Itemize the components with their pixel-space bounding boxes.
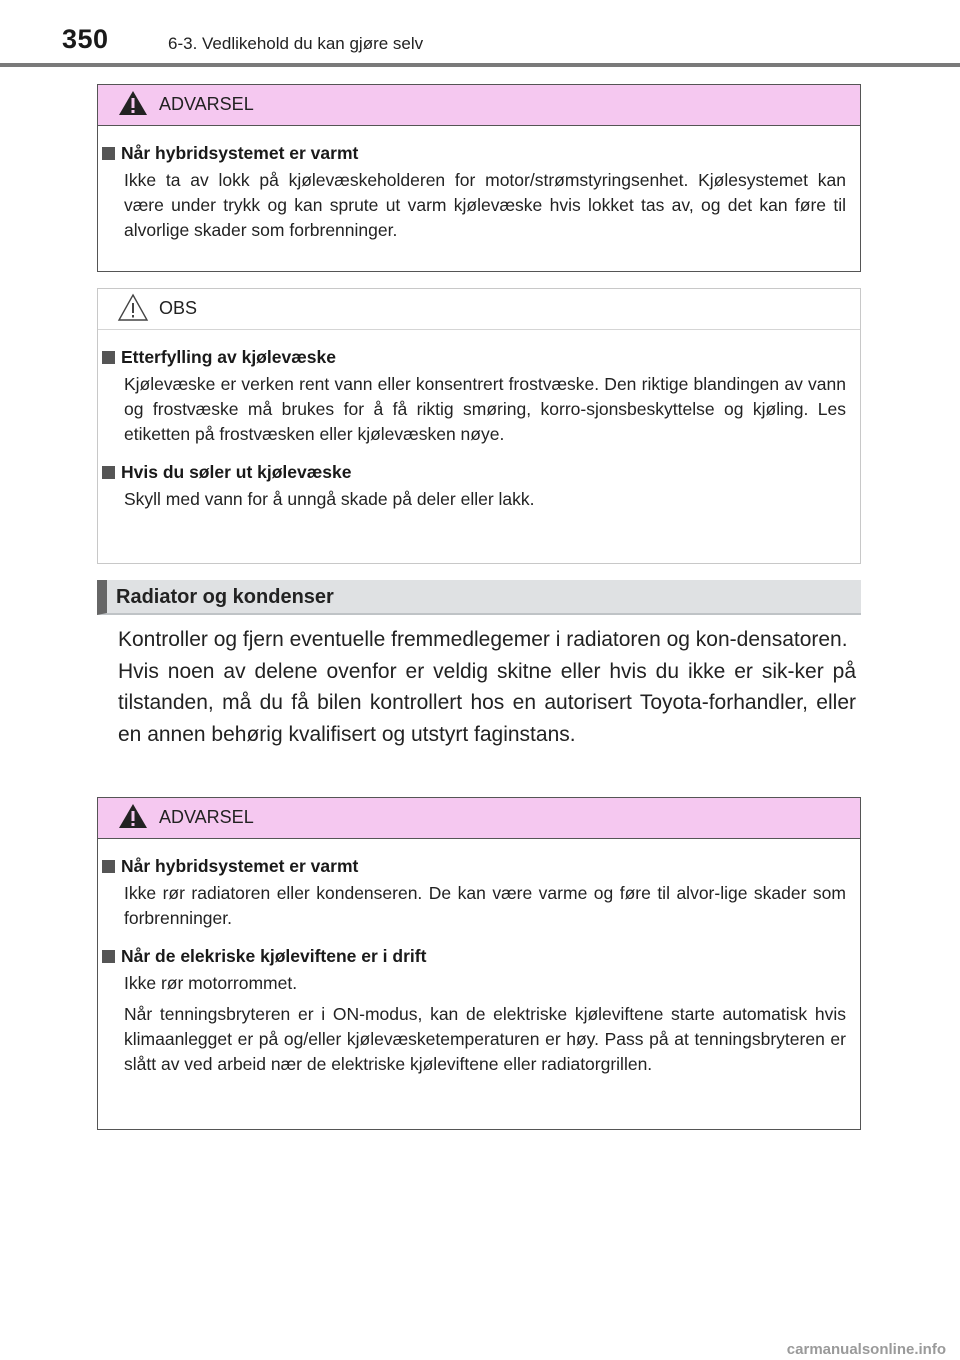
notice-item — [102, 344, 846, 447]
section-heading: Radiator og kondenser — [116, 586, 334, 608]
warning-item — [102, 140, 846, 243]
bullet-square-icon — [102, 950, 115, 963]
section-body — [118, 624, 856, 750]
section-paragraph: Hvis noen av delene ovenfor er veldig skitne eller hvis du ikke er sik-ker på tilstanden, må du få bilen kontrollert hos en autorisert Toyota-forhandler, eller en annen behørig kvalifisert og utstyrt faginstans. — [118, 659, 856, 746]
item-text: Når tenningsbryteren er i ON-modus, kan de elektriske kjøleviftene starte automatisk hvis klimaanlegget er på og/eller kjølevæsketemperaturen er høy. Pass på at tenningsbryteren er slått av ved arbeid nær de elektriske kjøleviftene eller radiatorgrillen. — [124, 1004, 846, 1074]
item-text: Ikke ta av lokk på kjølevæskeholderen for motor/strømstyringsenhet. Kjølesystemet kan være under trykk og kan sprute ut varm kjølevæske hvis lokket tas av, og det kan føre til alvorlige skader som forbrenninger. — [124, 170, 846, 240]
section-heading-band — [97, 580, 861, 615]
header-rule — [0, 63, 960, 67]
section-path: 6-3. Vedlikehold du kan gjøre selv — [168, 34, 424, 53]
notice-box-body — [98, 330, 860, 512]
warning-box-1 — [97, 84, 861, 272]
warning-box-header — [98, 85, 860, 126]
item-heading: Etterfylling av kjølevæske — [102, 344, 846, 370]
warning-triangle-icon — [117, 89, 149, 122]
bullet-square-icon — [102, 147, 115, 160]
item-text: Kjølevæske er verken rent vann eller konsentrert frostvæske. Den riktige blandingen av vann og frostvæske må brukes for å få riktig smøring, korro-sjonsbeskyttelse og kjøling. Les etiketten på frostvæsken eller kjølevæsken nøye. — [124, 374, 846, 444]
item-text: Ikke rør motorrommet. — [124, 973, 298, 993]
bullet-square-icon — [102, 351, 115, 364]
footer-watermark: carmanualsonline.info — [786, 1341, 946, 1358]
item-heading: Når hybridsystemet er varmt — [102, 853, 846, 879]
section-paragraph: Kontroller og fjern eventuelle fremmedlegemer i radiatoren og kon-densatoren. — [118, 628, 848, 651]
warning-triangle-icon — [117, 802, 149, 835]
notice-box-header — [98, 289, 860, 330]
warning-item — [102, 853, 846, 931]
page-number: 350 — [62, 24, 109, 54]
item-heading: Når hybridsystemet er varmt — [102, 140, 846, 166]
item-text: Ikke rør radiatoren eller kondenseren. De kan være varme og føre til alvor-lige skader som forbrenninger. — [124, 883, 846, 928]
notice-box — [97, 288, 861, 564]
warning-box-body — [98, 126, 860, 243]
bullet-square-icon — [102, 860, 115, 873]
caution-triangle-icon — [117, 293, 149, 328]
notice-box-title: OBS — [159, 298, 198, 318]
warning-item — [102, 943, 846, 1077]
item-heading: Hvis du søler ut kjølevæske — [102, 459, 846, 485]
item-text: Skyll med vann for å unngå skade på deler eller lakk. — [124, 489, 535, 509]
notice-item — [102, 459, 846, 512]
item-heading: Når de elekriske kjøleviftene er i drift — [102, 943, 846, 969]
warning-box-2 — [97, 797, 861, 1130]
warning-box-title: ADVARSEL — [159, 807, 254, 827]
bullet-square-icon — [102, 466, 115, 479]
warning-box-header — [98, 798, 860, 839]
warning-box-title: ADVARSEL — [159, 94, 254, 114]
warning-box-body — [98, 839, 860, 1077]
